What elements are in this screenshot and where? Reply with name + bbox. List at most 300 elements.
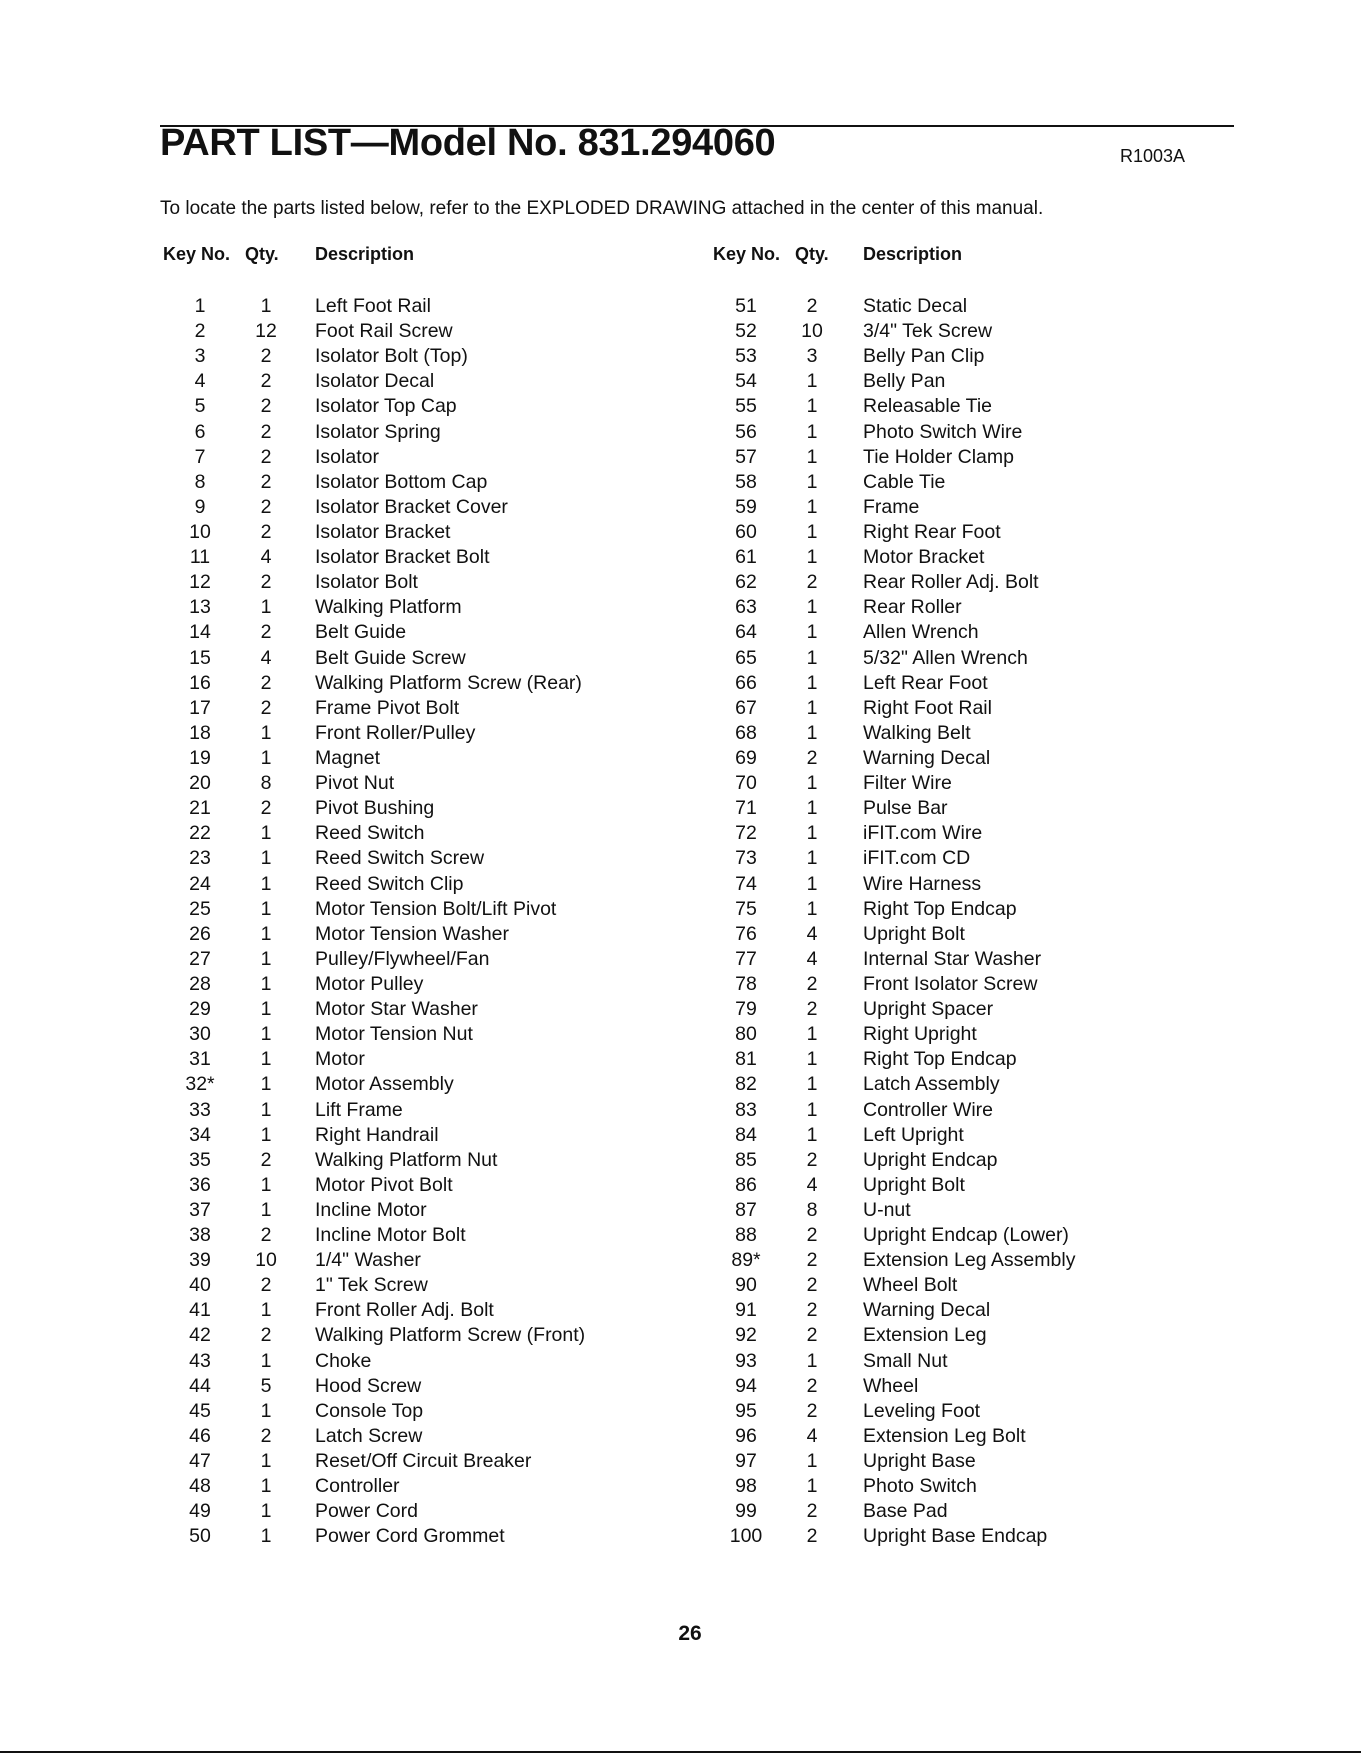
part-quantity: 2: [806, 1399, 818, 1422]
part-description: Base Pad: [863, 1500, 948, 1523]
part-description: Isolator Top Cap: [315, 395, 457, 418]
part-key-number: 18: [189, 721, 211, 744]
part-key-number: 33: [189, 1098, 211, 1121]
part-key-number: 63: [735, 596, 757, 619]
part-key-number: 42: [189, 1324, 211, 1347]
part-description: Latch Assembly: [863, 1073, 1000, 1096]
part-key-number: 30: [189, 1023, 211, 1046]
part-quantity: 2: [260, 520, 272, 543]
part-description: 3/4" Tek Screw: [863, 320, 993, 343]
part-description: Belly Pan Clip: [863, 345, 985, 368]
part-description: Motor Tension Nut: [315, 1023, 473, 1046]
part-quantity: 1: [260, 1525, 272, 1548]
part-quantity: 1: [260, 1173, 272, 1196]
part-key-number: 10: [189, 520, 211, 543]
part-description: Right Foot Rail: [863, 696, 992, 719]
part-key-number: 36: [189, 1173, 211, 1196]
part-key-number: 67: [735, 696, 757, 719]
part-description: U-nut: [863, 1198, 911, 1221]
part-key-number: 62: [735, 571, 757, 594]
part-description: Controller Wire: [863, 1098, 994, 1121]
part-quantity: 2: [806, 746, 818, 769]
part-key-number: 27: [189, 947, 211, 970]
part-description: Filter Wire: [863, 772, 952, 795]
part-description: Releasable Tie: [863, 395, 992, 418]
part-description: Wheel Bolt: [863, 1274, 958, 1297]
part-quantity: 1: [806, 1450, 818, 1473]
part-description: Walking Platform Screw (Rear): [315, 671, 582, 694]
part-description: Right Top Endcap: [863, 897, 1017, 920]
part-description: Reed Switch Clip: [315, 872, 464, 895]
part-description: Power Cord Grommet: [315, 1525, 505, 1548]
part-description: Left Foot Rail: [315, 295, 431, 317]
part-description: Photo Switch: [863, 1475, 977, 1498]
part-quantity: 1: [806, 420, 818, 443]
part-quantity: 1: [260, 822, 272, 845]
part-quantity: 1: [806, 1098, 818, 1121]
part-quantity: 1: [260, 1450, 272, 1473]
part-description: Leveling Foot: [863, 1399, 981, 1422]
part-description: Isolator Bracket: [315, 520, 451, 543]
part-quantity: 1: [806, 1048, 818, 1071]
part-quantity: 1: [260, 922, 272, 945]
part-key-number: 32*: [185, 1073, 215, 1096]
part-quantity: 2: [806, 1224, 818, 1247]
part-key-number: 41: [189, 1299, 211, 1322]
part-key-number: 77: [735, 947, 757, 970]
part-description: Small Nut: [863, 1349, 948, 1372]
part-description: Upright Spacer: [863, 998, 994, 1021]
part-description: Right Rear Foot: [863, 520, 1001, 543]
part-quantity: 3: [806, 345, 818, 368]
part-quantity: 2: [260, 370, 272, 393]
part-key-number: 56: [735, 420, 757, 443]
part-key-number: 69: [735, 746, 757, 769]
part-quantity: 2: [260, 571, 272, 594]
part-quantity: 2: [260, 1324, 272, 1347]
part-quantity: 2: [260, 1274, 272, 1297]
part-key-number: 44: [189, 1374, 211, 1397]
part-description: Belly Pan: [863, 370, 946, 393]
part-description: Right Handrail: [315, 1123, 439, 1146]
part-description: Cable Tie: [863, 470, 946, 493]
part-key-number: 85: [735, 1148, 757, 1171]
part-description: Motor: [315, 1048, 365, 1071]
part-quantity: 2: [260, 445, 272, 468]
part-description: Static Decal: [863, 295, 968, 317]
part-quantity: 1: [260, 1299, 272, 1322]
part-quantity: 1: [260, 746, 272, 769]
part-key-number: 2: [194, 320, 206, 343]
part-description: Right Top Endcap: [863, 1048, 1017, 1071]
part-description: Walking Platform Screw (Front): [315, 1324, 586, 1347]
part-quantity: 4: [806, 1424, 818, 1447]
part-key-number: 16: [189, 671, 211, 694]
part-key-number: 50: [189, 1525, 211, 1548]
part-key-number: 26: [189, 922, 211, 945]
part-key-number: 1: [194, 295, 206, 317]
part-quantity: 4: [260, 546, 272, 569]
part-quantity: 2: [806, 972, 818, 995]
part-description: 1/4" Washer: [315, 1249, 421, 1272]
part-quantity: 8: [260, 772, 272, 795]
part-description: Lift Frame: [315, 1098, 403, 1121]
part-key-number: 5: [194, 395, 206, 418]
part-description: Motor Tension Washer: [315, 922, 510, 945]
part-quantity: 1: [260, 897, 272, 920]
part-key-number: 90: [735, 1274, 757, 1297]
part-quantity: 1: [260, 1500, 272, 1523]
part-key-number: 84: [735, 1123, 757, 1146]
part-description: Rear Roller Adj. Bolt: [863, 571, 1039, 594]
part-quantity: 4: [806, 1173, 818, 1196]
part-quantity: 1: [806, 847, 818, 870]
part-key-number: 70: [735, 772, 757, 795]
part-key-number: 79: [735, 998, 757, 1021]
part-key-number: 88: [735, 1224, 757, 1247]
part-description: Wheel: [863, 1374, 919, 1397]
part-quantity: 4: [806, 922, 818, 945]
part-description: Incline Motor Bolt: [315, 1224, 466, 1247]
part-quantity: 2: [806, 1324, 818, 1347]
part-quantity: 1: [806, 520, 818, 543]
part-quantity: 2: [260, 621, 272, 644]
part-quantity: 1: [806, 1123, 818, 1146]
part-key-number: 61: [735, 546, 757, 569]
part-key-number: 86: [735, 1173, 757, 1196]
part-quantity: 2: [806, 1249, 818, 1272]
part-quantity: 2: [260, 1424, 272, 1447]
part-quantity: 1: [260, 998, 272, 1021]
part-description: Upright Bolt: [863, 1173, 965, 1196]
part-key-number: 38: [189, 1224, 211, 1247]
part-key-number: 9: [194, 495, 206, 518]
part-quantity: 1: [260, 1123, 272, 1146]
part-key-number: 8: [194, 470, 206, 493]
part-key-number: 75: [735, 897, 757, 920]
part-description: Isolator Bottom Cap: [315, 470, 488, 493]
part-quantity: 1: [806, 671, 818, 694]
part-quantity: 2: [806, 571, 818, 594]
part-key-number: 93: [735, 1349, 757, 1372]
part-key-number: 43: [189, 1349, 211, 1372]
part-description: Reed Switch Screw: [315, 847, 485, 870]
part-quantity: 2: [260, 696, 272, 719]
part-description: Photo Switch Wire: [863, 420, 1023, 443]
part-description: Walking Platform Nut: [315, 1148, 498, 1171]
part-description: Isolator Bracket Bolt: [315, 546, 490, 569]
part-quantity: 1: [260, 1475, 272, 1498]
part-description: Wire Harness: [863, 872, 982, 895]
part-description: Hood Screw: [315, 1374, 422, 1397]
part-quantity: 1: [806, 822, 818, 845]
part-quantity: 1: [260, 947, 272, 970]
part-quantity: 2: [260, 470, 272, 493]
header-description: Description: [315, 244, 415, 264]
part-quantity: 1: [806, 772, 818, 795]
header-qty: Qty.: [245, 244, 279, 264]
part-key-number: 91: [735, 1299, 757, 1322]
part-description: Belt Guide: [315, 621, 407, 644]
part-quantity: 2: [260, 1148, 272, 1171]
part-key-number: 97: [735, 1450, 757, 1473]
part-key-number: 28: [189, 972, 211, 995]
part-description: Upright Endcap: [863, 1148, 998, 1171]
part-key-number: 20: [189, 772, 211, 795]
part-description: Tie Holder Clamp: [863, 445, 1014, 468]
part-description: Choke: [315, 1349, 372, 1372]
bottom-rule: [0, 1751, 1361, 1753]
part-quantity: 4: [260, 646, 272, 669]
part-description: Magnet: [315, 746, 381, 769]
part-key-number: 52: [735, 320, 757, 343]
part-key-number: 57: [735, 445, 757, 468]
part-description: Frame: [863, 495, 920, 518]
part-key-number: 60: [735, 520, 757, 543]
part-quantity: 4: [806, 947, 818, 970]
part-quantity: 2: [260, 671, 272, 694]
part-quantity: 1: [260, 972, 272, 995]
part-quantity: 1: [260, 1023, 272, 1046]
part-quantity: 2: [806, 1148, 818, 1171]
part-key-number: 40: [189, 1274, 211, 1297]
part-quantity: 1: [260, 1198, 272, 1221]
part-description: Internal Star Washer: [863, 947, 1042, 970]
part-quantity: 12: [255, 320, 277, 343]
part-key-number: 71: [735, 797, 757, 820]
part-key-number: 89*: [731, 1249, 761, 1272]
part-key-number: 4: [194, 370, 206, 393]
part-key-number: 31: [189, 1048, 211, 1071]
part-key-number: 19: [189, 746, 211, 769]
part-quantity: 1: [260, 1349, 272, 1372]
part-quantity: 2: [806, 998, 818, 1021]
part-quantity: 1: [806, 495, 818, 518]
part-quantity: 2: [806, 295, 818, 317]
part-description: 1" Tek Screw: [315, 1274, 428, 1297]
part-description: Warning Decal: [863, 746, 991, 769]
part-description: Pulley/Flywheel/Fan: [315, 947, 490, 970]
part-quantity: 1: [806, 696, 818, 719]
part-key-number: 45: [189, 1399, 211, 1422]
part-key-number: 23: [189, 847, 211, 870]
part-quantity: 8: [806, 1198, 818, 1221]
part-description: Motor Assembly: [315, 1073, 454, 1096]
part-description: Incline Motor: [315, 1198, 427, 1221]
part-quantity: 1: [260, 721, 272, 744]
part-quantity: 2: [806, 1299, 818, 1322]
part-quantity: 1: [806, 1349, 818, 1372]
part-key-number: 13: [189, 596, 211, 619]
part-description: iFIT.com CD: [863, 847, 971, 870]
part-description: Front Roller Adj. Bolt: [315, 1299, 494, 1322]
part-key-number: 78: [735, 972, 757, 995]
part-quantity: 1: [260, 1048, 272, 1071]
part-quantity: 10: [255, 1249, 277, 1272]
part-quantity: 5: [260, 1374, 272, 1397]
part-quantity: 2: [260, 395, 272, 418]
part-quantity: 1: [806, 1023, 818, 1046]
part-description: Console Top: [315, 1399, 424, 1422]
part-key-number: 66: [735, 671, 757, 694]
part-description: Frame Pivot Bolt: [315, 696, 460, 719]
part-description: Walking Belt: [863, 721, 971, 744]
part-quantity: 1: [260, 847, 272, 870]
part-key-number: 24: [189, 872, 211, 895]
part-key-number: 87: [735, 1198, 757, 1221]
part-key-number: 92: [735, 1324, 757, 1347]
part-description: Pivot Bushing: [315, 797, 435, 820]
header-key-no: Key No.: [713, 244, 781, 264]
part-quantity: 1: [806, 897, 818, 920]
part-description: 5/32" Allen Wrench: [863, 646, 1028, 669]
part-description: Pulse Bar: [863, 797, 948, 820]
part-key-number: 25: [189, 897, 211, 920]
part-description: Rear Roller: [863, 596, 962, 619]
part-key-number: 59: [735, 495, 757, 518]
part-description: Foot Rail Screw: [315, 320, 453, 343]
part-description: Extension Leg Bolt: [863, 1424, 1026, 1447]
part-quantity: 2: [806, 1274, 818, 1297]
part-key-number: 72: [735, 822, 757, 845]
part-quantity: 2: [260, 495, 272, 518]
part-description: Upright Bolt: [863, 922, 965, 945]
part-quantity: 1: [260, 1399, 272, 1422]
part-quantity: 10: [801, 320, 823, 343]
part-description: Upright Base Endcap: [863, 1525, 1048, 1548]
part-quantity: 1: [806, 370, 818, 393]
part-key-number: 29: [189, 998, 211, 1021]
part-key-number: 95: [735, 1399, 757, 1422]
part-key-number: 34: [189, 1123, 211, 1146]
header-qty: Qty.: [795, 244, 829, 264]
header-key-no: Key No.: [163, 244, 231, 264]
part-quantity: 1: [806, 596, 818, 619]
document-number: R1003A: [1120, 146, 1186, 166]
part-quantity: 2: [806, 1525, 818, 1548]
part-description: Isolator Bracket Cover: [315, 495, 508, 518]
part-description: Extension Leg: [863, 1324, 987, 1347]
part-key-number: 82: [735, 1073, 757, 1096]
part-quantity: 1: [806, 646, 818, 669]
part-key-number: 55: [735, 395, 757, 418]
part-description: Isolator: [315, 445, 379, 468]
part-quantity: 1: [260, 872, 272, 895]
part-description: Isolator Decal: [315, 370, 435, 393]
part-key-number: 80: [735, 1023, 757, 1046]
part-quantity: 1: [806, 721, 818, 744]
part-key-number: 94: [735, 1374, 757, 1397]
part-key-number: 22: [189, 822, 211, 845]
part-key-number: 53: [735, 345, 757, 368]
part-description: Isolator Bolt (Top): [315, 345, 468, 368]
part-quantity: 1: [260, 1073, 272, 1096]
header-description: Description: [863, 244, 963, 264]
part-quantity: 1: [260, 596, 272, 619]
part-quantity: 1: [806, 621, 818, 644]
part-quantity: 2: [806, 1500, 818, 1523]
part-description: Isolator Spring: [315, 420, 441, 443]
part-description: Left Upright: [863, 1123, 964, 1146]
part-key-number: 17: [189, 696, 211, 719]
part-key-number: 48: [189, 1475, 211, 1498]
part-quantity: 2: [806, 1374, 818, 1397]
part-description: Motor Bracket: [863, 546, 985, 569]
part-key-number: 3: [194, 345, 206, 368]
part-quantity: 1: [260, 1098, 272, 1121]
part-key-number: 81: [735, 1048, 757, 1071]
part-description: Right Upright: [863, 1023, 977, 1046]
part-key-number: 11: [189, 546, 211, 569]
part-key-number: 76: [735, 922, 757, 945]
part-key-number: 39: [189, 1249, 211, 1272]
part-key-number: 100: [729, 1525, 763, 1548]
part-key-number: 51: [735, 295, 757, 317]
part-key-number: 65: [735, 646, 757, 669]
part-description: Motor Star Washer: [315, 998, 478, 1021]
part-description: Walking Platform: [315, 596, 462, 619]
part-quantity: 2: [260, 797, 272, 820]
part-description: Controller: [315, 1475, 400, 1498]
part-quantity: 1: [806, 1073, 818, 1096]
part-description: Reset/Off Circuit Breaker: [315, 1450, 532, 1473]
part-key-number: 54: [735, 370, 757, 393]
part-key-number: 96: [735, 1424, 757, 1447]
part-key-number: 98: [735, 1475, 757, 1498]
page-number: 26: [678, 1622, 702, 1645]
part-key-number: 14: [189, 621, 211, 644]
part-quantity: 1: [806, 470, 818, 493]
part-key-number: 58: [735, 470, 757, 493]
part-quantity: 2: [260, 1224, 272, 1247]
part-key-number: 74: [735, 872, 757, 895]
part-quantity: 1: [806, 395, 818, 418]
part-quantity: 1: [806, 546, 818, 569]
part-key-number: 12: [189, 571, 211, 594]
part-description: Reed Switch: [315, 822, 425, 845]
part-key-number: 68: [735, 721, 757, 744]
part-quantity: 2: [260, 345, 272, 368]
part-description: Left Rear Foot: [863, 671, 988, 694]
part-quantity: 1: [806, 797, 818, 820]
part-description: Latch Screw: [315, 1424, 423, 1447]
instructions-text: To locate the parts listed below, refer to the EXPLODED DRAWING attached in the center of this manual.: [160, 198, 1044, 219]
part-description: Isolator Bolt: [315, 571, 418, 594]
part-description: Upright Base: [863, 1450, 976, 1473]
part-key-number: 37: [189, 1198, 211, 1221]
part-quantity: 1: [806, 1475, 818, 1498]
part-description: Motor Pivot Bolt: [315, 1173, 453, 1196]
part-description: Allen Wrench: [863, 621, 979, 644]
part-description: iFIT.com Wire: [863, 822, 983, 845]
part-key-number: 46: [189, 1424, 211, 1447]
part-description: Extension Leg Assembly: [863, 1249, 1076, 1272]
part-key-number: 99: [735, 1500, 757, 1523]
part-key-number: 21: [189, 797, 211, 820]
part-description: Motor Tension Bolt/Lift Pivot: [315, 897, 557, 920]
part-description: Front Roller/Pulley: [315, 721, 476, 744]
part-key-number: 49: [189, 1500, 211, 1523]
part-description: Pivot Nut: [315, 772, 395, 795]
part-key-number: 15: [189, 646, 211, 669]
part-quantity: 1: [806, 445, 818, 468]
part-key-number: 7: [194, 445, 206, 468]
part-description: Warning Decal: [863, 1299, 991, 1322]
part-description: Upright Endcap (Lower): [863, 1224, 1069, 1247]
part-key-number: 64: [735, 621, 757, 644]
part-key-number: 6: [194, 420, 206, 443]
part-description: Front Isolator Screw: [863, 972, 1038, 995]
